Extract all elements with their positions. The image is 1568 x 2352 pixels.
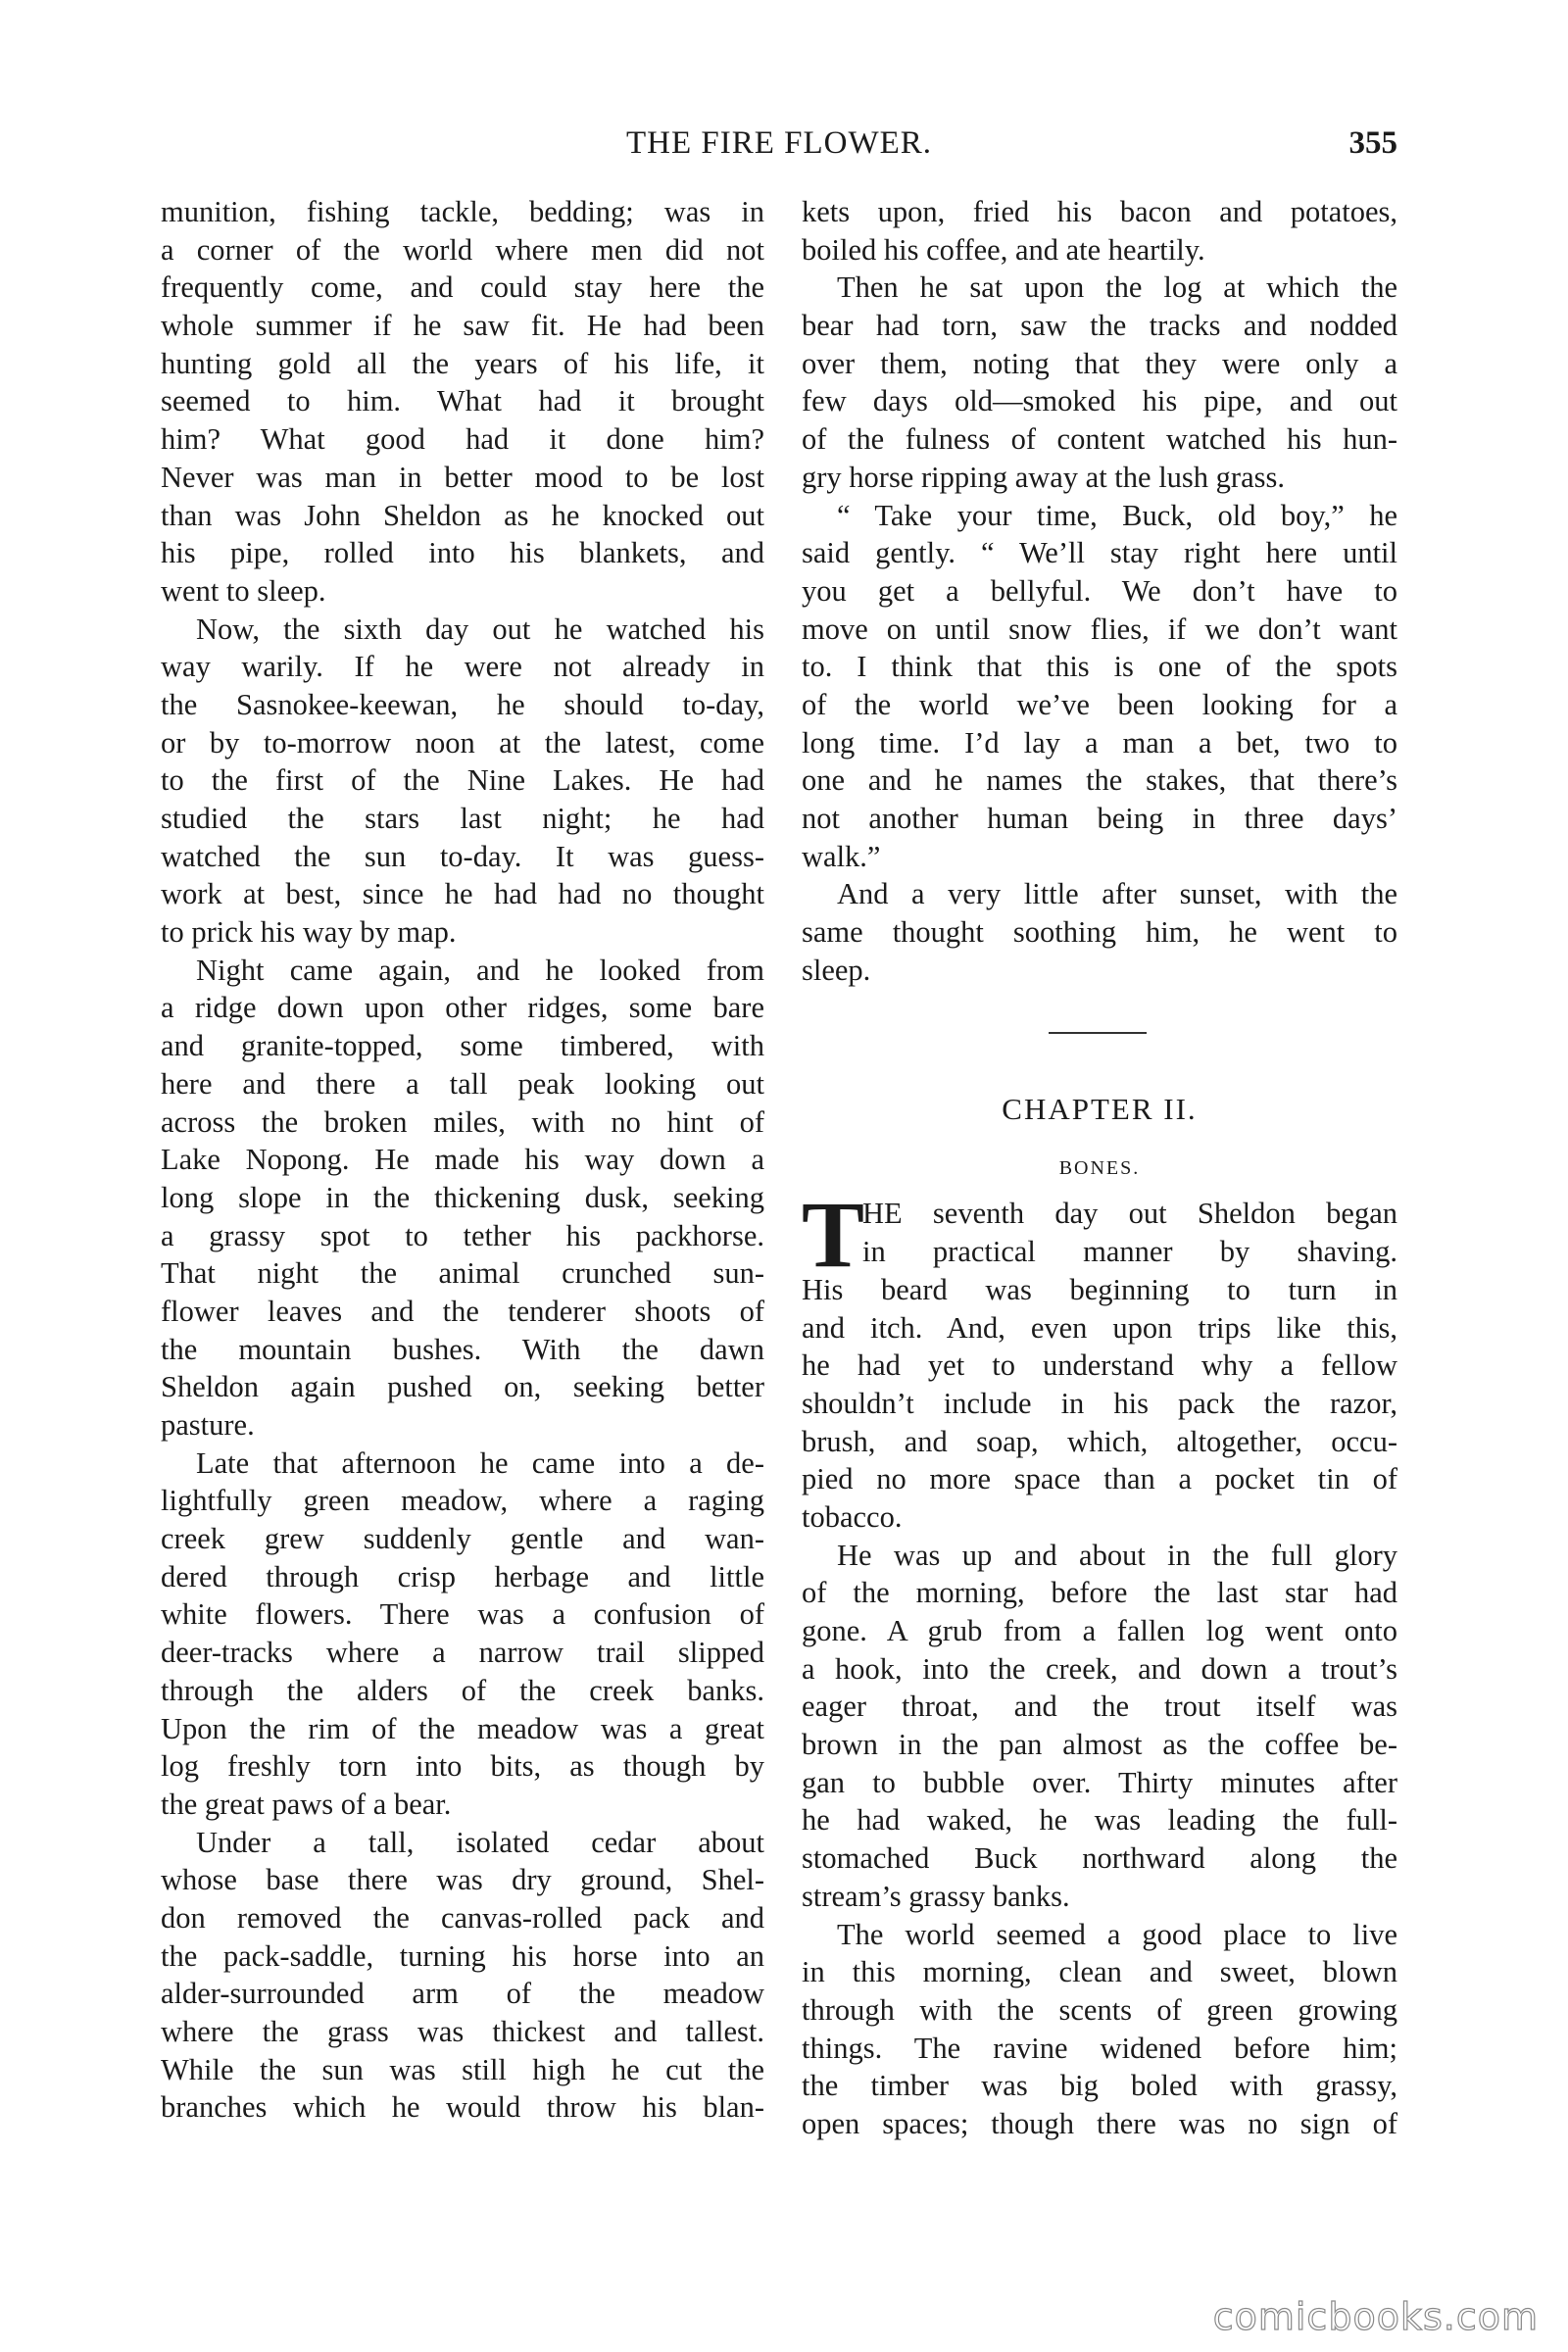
text-line: to prick his way by map. <box>161 915 457 950</box>
text-line: where the grass was thickest and tallest. <box>161 2015 764 2048</box>
chapter-title: CHAPTER II. <box>1002 1092 1198 1127</box>
text-line: alder-surrounded arm of the meadow <box>161 1977 764 2011</box>
text-line: here and there a tall peak looking out <box>161 1066 764 1101</box>
text-line: of the fulness of content watched his hun- <box>802 422 1397 457</box>
text-line: studied the stars last night; he had <box>161 802 764 835</box>
text-line: don removed the canvas-rolled pack and <box>161 1900 764 1935</box>
page-header <box>161 125 1397 174</box>
text-line: deer-tracks where a narrow trail slipped <box>161 1636 764 1670</box>
text-line: Lake Nopong. He made his way down a <box>161 1143 764 1177</box>
text-line: and itch. And, even upon trips like this, <box>802 1310 1397 1345</box>
text-line: to the first of the Nine Lakes. He had <box>161 763 764 798</box>
text-line: eager throat, and the trout itself was <box>802 1690 1397 1724</box>
text-line: gry horse ripping away at the lush grass. <box>802 460 1285 494</box>
text-line: The world seemed a good place to live <box>837 1917 1397 1951</box>
text-line: Under a tall, isolated cedar about <box>196 1825 764 1859</box>
text-line: than was John Sheldon as he knocked out <box>161 498 764 532</box>
text-line: His beard was beginning to turn in <box>802 1272 1397 1306</box>
text-line: the pack-saddle, turning his horse into an <box>161 1938 764 1973</box>
text-line: him? What good had it done him? <box>161 422 764 457</box>
text-line: That night the animal crunched sun- <box>161 1256 764 1291</box>
running-title: THE FIRE FLOWER. <box>625 125 933 161</box>
text-line: and granite-topped, some timbered, with <box>161 1029 764 1063</box>
text-line: creek grew suddenly gentle and wan- <box>161 1522 764 1556</box>
text-line: move on until snow flies, if we don’t want <box>802 612 1397 646</box>
text-line: few days old—smoked his pipe, and out <box>802 384 1397 418</box>
text-line: not another human being in three days’ <box>802 802 1397 835</box>
text-line: bear had torn, saw the tracks and nodded <box>802 309 1397 343</box>
text-line: of the world we’ve been looking for a <box>802 687 1397 721</box>
text-line: the great paws of a bear. <box>161 1787 452 1821</box>
text-line: Upon the rim of the meadow was a great <box>161 1711 764 1745</box>
text-line: tobacco. <box>802 1499 903 1534</box>
section-rule <box>802 989 1397 1077</box>
text-line: or by to-morrow noon at the latest, come <box>161 725 764 760</box>
text-line: long slope in the thickening dusk, seeking <box>161 1180 764 1214</box>
text-line: stomached Buck northward along the <box>802 1841 1397 1876</box>
text-line: pied no more space than a pocket tin of <box>802 1462 1397 1496</box>
text-line: sleep. <box>802 953 871 987</box>
text-line: dered through crisp herbage and little <box>161 1559 764 1593</box>
text-line: one and he names the stakes, that there’s <box>802 763 1397 798</box>
text-line: lightfully green meadow, where a raging <box>161 1484 764 1518</box>
text-line: shouldn’t include in his pack the razor, <box>802 1386 1397 1420</box>
text-line: the mountain bushes. With the dawn <box>161 1332 764 1366</box>
text-line: brown in the pan almost as the coffee be- <box>802 1728 1397 1762</box>
text-line: whole summer if he saw fit. He had been <box>161 309 764 343</box>
text-line: went to sleep. <box>161 573 326 608</box>
text-line: through with the scents of green growing <box>802 1992 1397 2027</box>
text-line: through the alders of the creek banks. <box>161 1673 764 1707</box>
text-line: open spaces; though there was no sign of <box>802 2106 1397 2140</box>
text-line: watched the sun to-day. It was guess- <box>161 839 764 873</box>
text-line: hunting gold all the years of his life, it <box>161 346 764 380</box>
text-line: work at best, since he had had no thought <box>161 877 764 911</box>
text-line: flower leaves and the tenderer shoots of <box>161 1294 764 1328</box>
right-column-text <box>802 193 1397 989</box>
text-line: branches which he would throw his blan- <box>161 2090 764 2125</box>
chapter-subtitle: BONES. <box>1058 1157 1141 1180</box>
text-line: over them, noting that they were only a <box>802 346 1397 380</box>
text-line: log freshly torn into bits, as though by <box>161 1749 764 1784</box>
divider-line <box>1049 1032 1147 1034</box>
text-line: of the morning, before the last star had <box>802 1576 1397 1610</box>
text-line: the Sasnokee-keewan, he should to-day, <box>161 687 764 721</box>
text-line: you get a bellyful. We don’t have to <box>802 573 1397 608</box>
text-line: Now, the sixth day out he watched his <box>196 612 764 646</box>
text-line: stream’s grassy banks. <box>802 1879 1070 1913</box>
text-line: in practical manner by shaving. <box>862 1235 1397 1269</box>
text-line: He was up and about in the full glory <box>837 1538 1397 1572</box>
text-line: the timber was big boled with grassy, <box>802 2069 1397 2103</box>
text-line: gan to bubble over. Thirty minutes after <box>802 1765 1397 1799</box>
text-line: across the broken miles, with no hint of <box>161 1104 764 1139</box>
text-line: boiled his coffee, and ate heartily. <box>802 232 1205 267</box>
chapter-opening <box>802 1182 1397 1288</box>
text-line: frequently come, and could stay here the <box>161 270 764 305</box>
text-line: his pipe, rolled into his blankets, and <box>161 536 764 570</box>
text-line: pasture. <box>161 1408 255 1442</box>
chapter-body-text <box>802 1271 1397 2143</box>
text-line: said gently. “ We’ll stay right here until <box>802 536 1397 570</box>
text-line: Late that afternoon he came into a de- <box>196 1446 764 1480</box>
text-line: whose base there was dry ground, Shel- <box>161 1863 764 1897</box>
text-line: a hook, into the creek, and down a trout’s <box>802 1651 1397 1686</box>
left-column <box>161 193 764 2127</box>
text-line: seemed to him. What had it brought <box>161 384 764 418</box>
text-line: While the sun was still high he cut the <box>161 2052 764 2086</box>
text-line: he had waked, he was leading the full- <box>802 1803 1397 1838</box>
text-line: in this morning, clean and sweet, blown <box>802 1955 1397 1989</box>
text-line: a corner of the world where men did not <box>161 232 764 267</box>
text-line: HE seventh day out Sheldon began <box>862 1197 1397 1231</box>
text-line: same thought soothing him, he went to <box>802 915 1397 950</box>
text-line: brush, and soap, which, altogether, occu- <box>802 1424 1397 1458</box>
text-line: walk.” <box>802 839 881 873</box>
text-line: And a very little after sunset, with the <box>837 877 1397 911</box>
text-line: way warily. If he were not already in <box>161 650 764 684</box>
page-number: 355 <box>1348 125 1397 161</box>
watermark: comicbooks.com <box>1212 2295 1539 2338</box>
text-line: to. I think that this is one of the spots <box>802 650 1397 684</box>
drop-cap: T <box>802 1182 865 1288</box>
right-column <box>802 193 1397 2143</box>
text-line: “ Take your time, Buck, old boy,” he <box>837 498 1397 532</box>
text-line: Sheldon again pushed on, seeking better <box>161 1370 764 1404</box>
text-line: Never was man in better mood to be lost <box>161 460 764 494</box>
text-line: white flowers. There was a confusion of <box>161 1597 764 1632</box>
text-line: Night came again, and he looked from <box>196 953 764 987</box>
text-line: a grassy spot to tether his packhorse. <box>161 1218 764 1252</box>
text-line: he had yet to understand why a fellow <box>802 1348 1397 1383</box>
text-line: long time. I’d lay a man a bet, two to <box>802 725 1397 760</box>
text-line: munition, fishing tackle, bedding; was in <box>161 195 764 228</box>
text-line: a ridge down upon other ridges, some bare <box>161 991 764 1025</box>
text-line: Then he sat upon the log at which the <box>837 270 1397 305</box>
text-line: things. The ravine widened before him; <box>802 2031 1397 2065</box>
text-line: kets upon, fried his bacon and potatoes, <box>802 195 1397 228</box>
text-line: gone. A grub from a fallen log went onto <box>802 1614 1397 1647</box>
